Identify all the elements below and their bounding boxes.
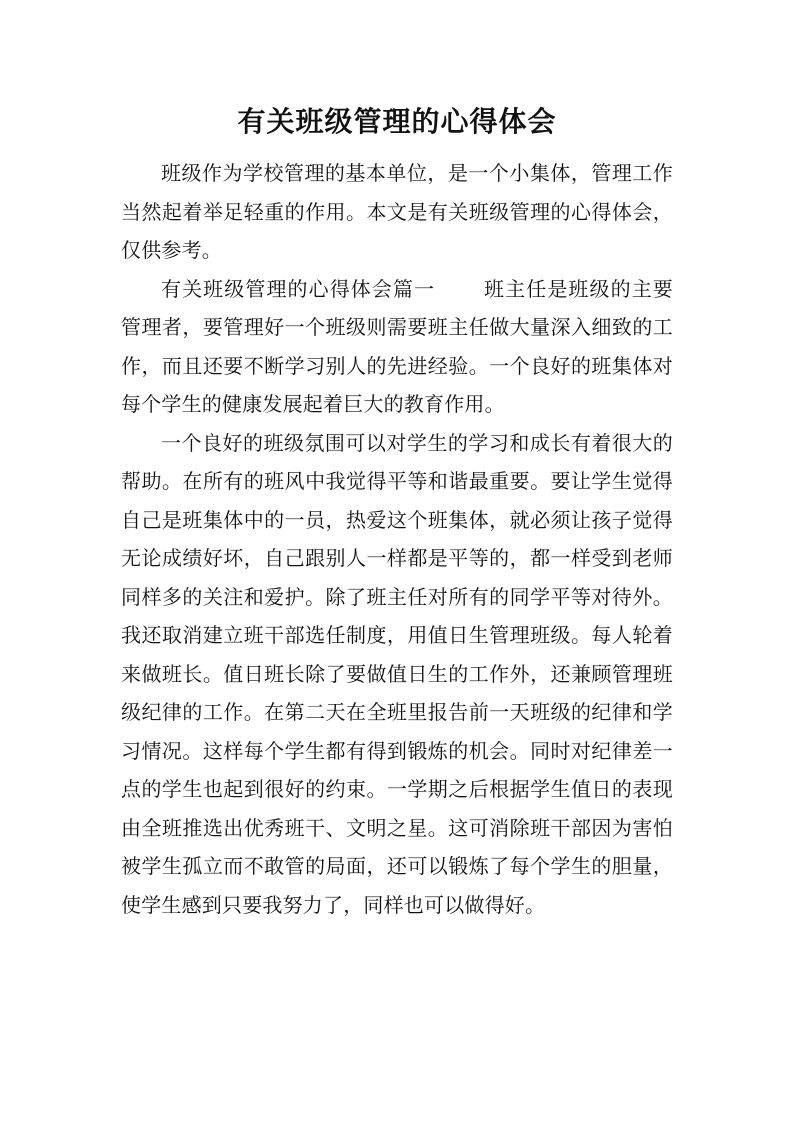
section-body: 班主任是班级的主要管理者，要管理好一个班级则需要班主任做大量深入细致的工作，而且还要不断学习别人的先进经验。一个良好的班集体对每个学生的健康发展起着巨大的教育作用。 xyxy=(121,276,673,416)
intro-paragraph: 班级作为学校管理的基本单位，是一个小集体，管理工作当然起着举足轻重的作用。本文是有关班级管理的心得体会，仅供参考。 xyxy=(121,161,673,262)
document-title: 有关班级管理的心得体会 xyxy=(237,105,557,138)
section-paragraph xyxy=(121,270,673,424)
document-page xyxy=(121,0,673,924)
section-heading: 有关班级管理的心得体会篇一 xyxy=(161,276,436,301)
body-paragraph: 一个良好的班级氛围可以对学生的学习和成长有着很大的帮助。在所有的班风中我觉得平等和谐最重要。要让学生觉得自己是班集体中的一员，热爱这个班集体，就必须让孩子觉得无论成绩好坏，自己跟别人一样都是平等的，都一样受到老师同样多的关注和爱护。除了班主任对所有的同学平等对待外。我还取消建立班干部选任制度，用值日生管理班级。每人轮着来做班长。值日班长除了要做值日生的工作外，还兼顾管理班级纪律的工作。在第二天在全班里报告前一天班级的纪律和学习情况。这样每个学生都有得到锻炼的机会。同时对纪律差一点的学生也起到很好的约束。一学期之后根据学生值日的表现由全班推选出优秀班干、文明之星。这可消除班干部因为害怕被学生孤立而不敢管的局面，还可以锻炼了每个学生的胆量，使学生感到只要我努力了，同样也可以做得好。 xyxy=(121,430,673,917)
